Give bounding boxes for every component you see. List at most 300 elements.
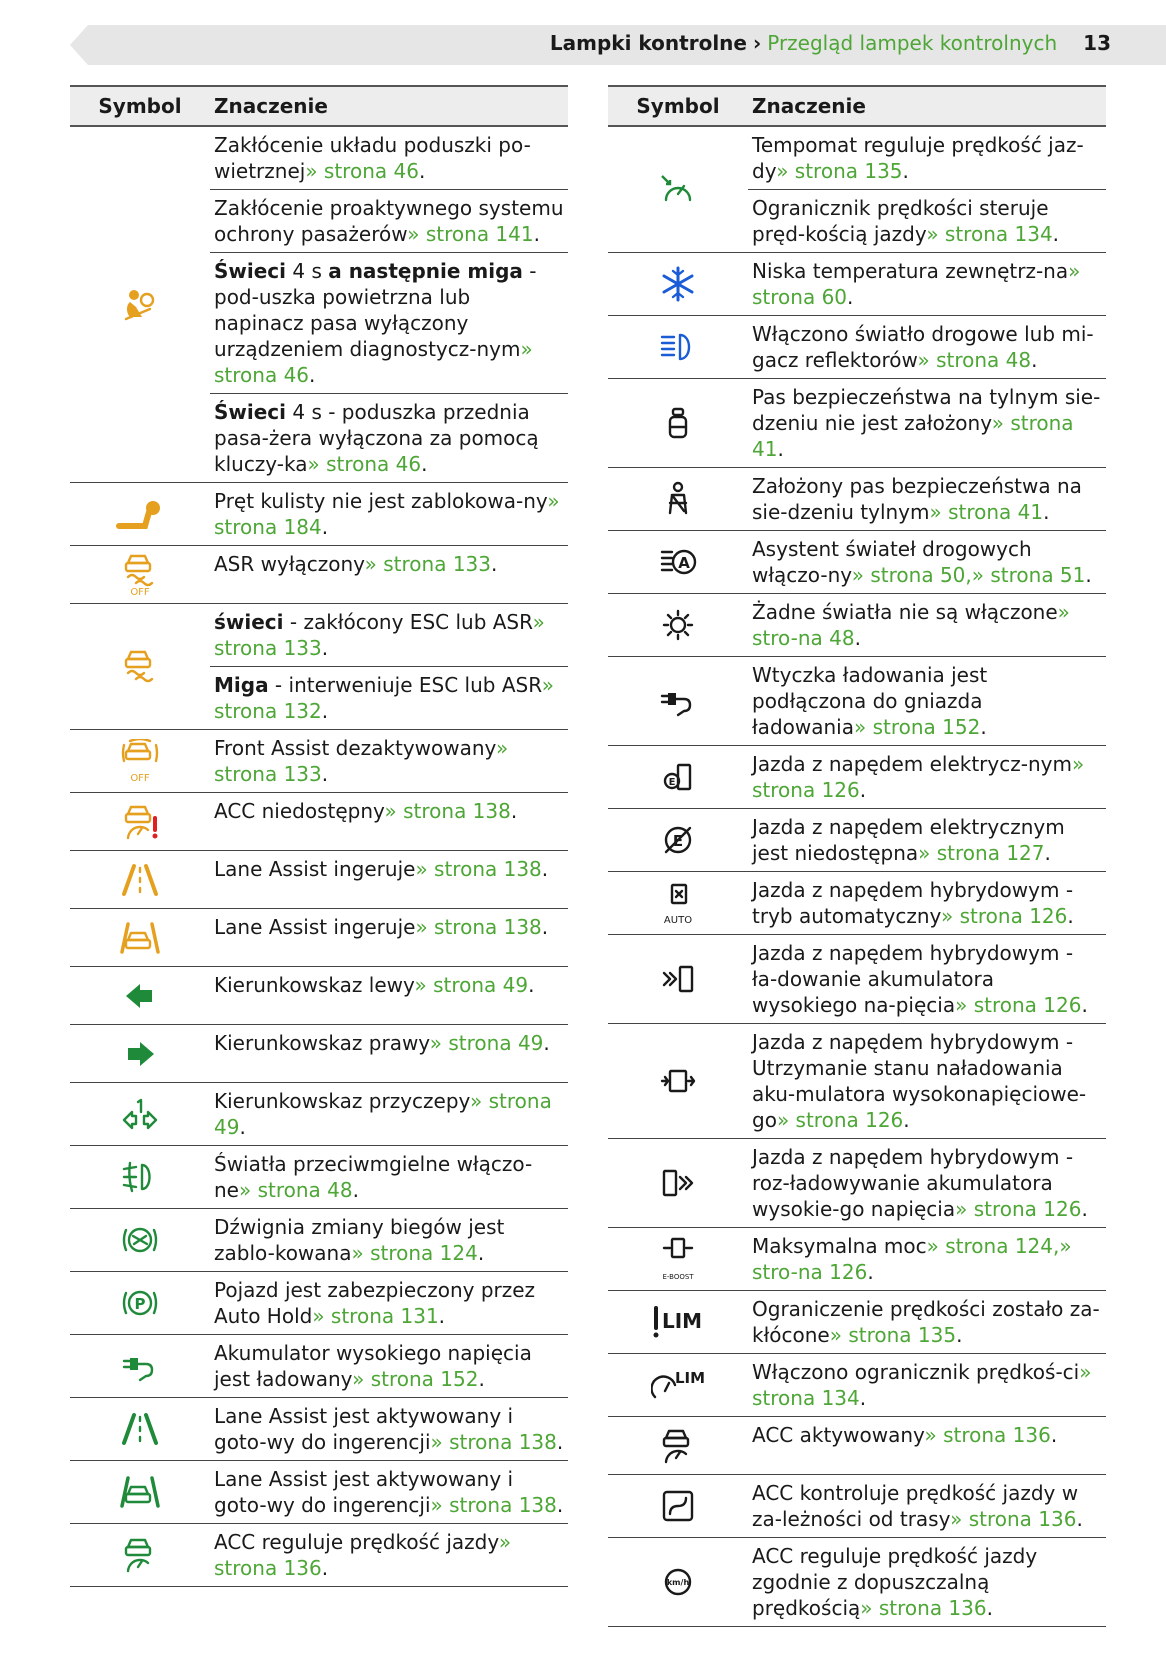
text-run: Asystent świateł drogowych włączo-ny [752, 537, 1032, 587]
text-run: Lane Assist jest aktywowany i goto-wy do ingerencji [214, 1467, 514, 1517]
symbol-cell [70, 793, 210, 850]
rear-seatbelt-on-icon [658, 481, 698, 517]
text-run: . [491, 552, 498, 576]
page-reference-link[interactable]: » strona 141 [407, 222, 534, 246]
meaning-text [210, 1209, 568, 1271]
text-run: Jazda z napędem hybrydowym - Utrzymanie stanu naładowania aku-mulatora wysokonapięciowe-go [752, 1030, 1087, 1132]
symbol-cell [608, 746, 748, 808]
table-row [608, 1475, 1106, 1538]
page-reference-link[interactable]: » strona 134 [926, 222, 1053, 246]
meaning-cell [210, 1146, 568, 1208]
page-reference-link[interactable]: » strona 136 [924, 1423, 1051, 1447]
text-run: . [321, 699, 329, 723]
symbol-cell [608, 594, 748, 656]
meaning-cell [748, 1228, 1106, 1290]
svg-text:OFF: OFF [130, 773, 150, 783]
text-run: . [543, 1031, 550, 1055]
header-separator: › [752, 31, 762, 55]
text-run: Jazda z napędem hybrydowym - tryb automatyczny [752, 878, 1074, 928]
symbol-cell [70, 483, 210, 545]
text-run: ACC aktywowany [752, 1423, 925, 1447]
airbag-fault-icon [120, 287, 160, 323]
meaning-cell [748, 809, 1106, 871]
symbol-cell [608, 1354, 748, 1416]
text-run: . [854, 626, 861, 650]
meaning-text [748, 594, 1106, 656]
meaning-text [210, 1146, 568, 1208]
symbol-cell [70, 1524, 210, 1586]
table-row [70, 127, 568, 483]
table-row [70, 1335, 568, 1398]
text-run: . [1081, 1197, 1088, 1221]
meaning-text [748, 531, 1106, 593]
svg-text:LIM: LIM [662, 1309, 703, 1333]
acc-active-icon [658, 1428, 698, 1464]
text-run: Jazda z napędem elektrycz-nym [752, 752, 1072, 776]
text-run: . [859, 1386, 867, 1410]
meaning-cell [748, 935, 1106, 1023]
column-header-symbol: Symbol [98, 94, 182, 118]
meaning-text [210, 909, 568, 945]
lane-assist-ready-icon [120, 1411, 160, 1447]
meaning-text [210, 190, 568, 253]
asr-off-icon [120, 553, 160, 597]
hybrid-hold-icon [658, 1063, 698, 1099]
page-reference-link[interactable]: » strona 46 [305, 159, 419, 183]
meaning-cell [210, 1398, 568, 1460]
fog-light-icon [120, 1159, 160, 1195]
trailer-indicator-icon [120, 1096, 160, 1132]
page-number: 13 [1083, 31, 1111, 55]
svg-text:AUTO: AUTO [663, 915, 693, 925]
text-run: . [1076, 1507, 1083, 1531]
symbol-cell [70, 127, 210, 482]
page-reference-link[interactable]: » strona 138 [384, 799, 511, 823]
auto-hold-icon [120, 1285, 160, 1321]
header-subsection: Przegląd lampek kontrolnych [767, 31, 1058, 55]
page-reference-link[interactable]: » strona 138 [415, 857, 542, 881]
text-run: 4 s [286, 259, 329, 283]
text-run: - zakłócony ESC lub ASR [283, 610, 533, 634]
table-row [608, 1417, 1106, 1475]
text-run: Kierunkowskaz prawy [214, 1031, 430, 1055]
meaning-cell [210, 1025, 568, 1082]
text-run: . [1043, 500, 1050, 524]
page-reference-link[interactable]: » strona 136 [214, 1530, 512, 1580]
text-run: . [321, 1556, 329, 1580]
symbol-cell [70, 546, 210, 603]
meaning-cell [210, 604, 568, 729]
table-row [70, 1146, 568, 1209]
text-run: - interweniuje ESC lub ASR [268, 673, 542, 697]
symbol-cell [70, 730, 210, 792]
table-row [608, 594, 1106, 657]
page-reference-link[interactable]: » strona 50, [851, 563, 972, 587]
meaning-cell [748, 127, 1106, 252]
symbol-cell [608, 872, 748, 934]
symbol-cell [70, 1335, 210, 1397]
text-run: . [478, 1367, 485, 1391]
meaning-text [210, 1524, 568, 1586]
page-reference-link[interactable]: » strona 49 [214, 1089, 552, 1139]
symbol-cell [70, 909, 210, 966]
emphasis-text: Świeci [214, 400, 287, 424]
symbol-cell [608, 935, 748, 1023]
page-reference-link[interactable]: » strona 46 [214, 337, 533, 387]
text-run: ACC kontroluje prędkość jazdy w za-leżności od trasy [752, 1481, 1079, 1531]
page-reference-link[interactable]: » strona 51 [971, 563, 1086, 587]
text-run: Zakłócenie układu poduszki po-wietrznej [214, 133, 531, 183]
meaning-cell [748, 379, 1106, 467]
text-run: . [528, 973, 535, 997]
text-run: Front Assist dezaktywowany [214, 736, 497, 760]
text-run: ACC reguluje prędkość jazdy zgodnie z dopuszczalną prędkością [752, 1544, 1038, 1620]
right-table-body [608, 127, 1106, 1627]
symbol-cell [608, 657, 748, 745]
table-row [608, 379, 1106, 468]
text-run: . [438, 1304, 446, 1328]
meaning-text [210, 730, 568, 792]
text-run: Jazda z napędem hybrydowym - ła-dowanie akumulatora wysokiego na-pięcia [752, 941, 1074, 1017]
meaning-text [748, 316, 1106, 378]
table-row [608, 531, 1106, 594]
meaning-cell [210, 730, 568, 792]
svg-text:OFF: OFF [130, 586, 150, 597]
acc-unavailable-icon [120, 804, 160, 840]
page-reference-link[interactable]: » stro-na 48 [752, 600, 1070, 650]
no-lights-icon [658, 607, 698, 643]
table-row [70, 967, 568, 1025]
text-run: . [541, 857, 549, 881]
page-reference-link[interactable]: » strona 126 [776, 1108, 904, 1132]
text-run: . [1067, 904, 1074, 928]
page-reference-link[interactable]: » strona 138 [415, 915, 542, 939]
symbol-cell [608, 1139, 748, 1227]
table-row [608, 1538, 1106, 1627]
text-run: Lane Assist ingeruje [214, 857, 416, 881]
text-run: . [902, 159, 909, 183]
text-run: Założony pas bezpieczeństwa na sie-dzeniu tylnym [752, 474, 1082, 524]
hybrid-discharge-icon [658, 1165, 698, 1201]
symbol-cell [70, 1461, 210, 1523]
text-run: . [1031, 348, 1038, 372]
page-reference-link[interactable]: » strona 135 [829, 1323, 957, 1347]
meaning-cell [748, 1538, 1106, 1626]
text-run: Kierunkowskaz przyczepy [214, 1089, 471, 1113]
text-run: Światła przeciwmgielne włączo-ne [214, 1152, 533, 1202]
meaning-text [210, 546, 568, 582]
page-reference-link[interactable]: » strona 138 [430, 1430, 557, 1454]
emphasis-text: świeci [214, 610, 284, 634]
meaning-cell [748, 316, 1106, 378]
meaning-text [210, 1461, 568, 1523]
page-reference-link[interactable]: » strona 133 [214, 610, 545, 660]
svg-text:E: E [668, 777, 676, 788]
table-row [70, 1272, 568, 1335]
symbol-cell [608, 127, 748, 252]
symbol-cell [70, 604, 210, 729]
symbol-cell [608, 1228, 748, 1290]
meaning-cell [748, 657, 1106, 745]
text-run: . [541, 915, 549, 939]
text-run: Pojazd jest zabezpieczony przez Auto Hold [214, 1278, 536, 1328]
page-reference-link[interactable]: » strona 41 [929, 500, 1044, 524]
svg-text:E-BOOST: E-BOOST [662, 1273, 694, 1281]
page-reference-link[interactable]: » stro-na 126 [752, 1234, 1072, 1284]
page-reference-link[interactable]: » strona 49 [429, 1031, 544, 1055]
symbol-cell [608, 1291, 748, 1353]
text-run: . [321, 636, 329, 660]
svg-text:km/h: km/h [666, 1578, 690, 1587]
symbol-cell [608, 379, 748, 467]
text-run: Akumulator wysokiego napięcia jest ładowany [214, 1341, 532, 1391]
table-row [608, 468, 1106, 531]
meaning-text [210, 483, 568, 545]
lane-assist-icon [120, 862, 160, 898]
acc-speed-limit-icon [658, 1564, 698, 1600]
text-run: . [1085, 563, 1092, 587]
table-row [70, 730, 568, 793]
meaning-cell [748, 872, 1106, 934]
table-row [608, 316, 1106, 379]
text-run: . [239, 1115, 246, 1139]
page-reference-link[interactable]: » strona 152 [853, 715, 981, 739]
table-row [608, 809, 1106, 872]
page-reference-link[interactable]: » strona 41 [752, 411, 1074, 461]
svg-text:A: A [678, 554, 690, 572]
symbol-cell [608, 468, 748, 530]
meaning-cell [748, 1354, 1106, 1416]
meaning-text [748, 1228, 1106, 1290]
snowflake-icon [658, 266, 698, 302]
page-reference-link[interactable]: » strona 60 [752, 259, 1081, 309]
page-reference-link[interactable]: » strona 48 [238, 1178, 353, 1202]
text-run: Tempomat reguluje prędkość jaz-dy [752, 133, 1084, 183]
meaning-text [210, 127, 568, 190]
hv-charging-icon [120, 1348, 160, 1384]
page-reference-link[interactable]: » strona 48 [917, 348, 1032, 372]
tow-bar-icon [115, 496, 165, 532]
page-reference-link[interactable]: » strona 138 [430, 1493, 557, 1517]
page-reference-link[interactable]: » strona 136 [860, 1596, 987, 1620]
table-row [70, 604, 568, 730]
page-reference-link[interactable]: » strona 126 [941, 904, 1068, 928]
symbol-cell [608, 316, 748, 378]
text-run: ASR wyłączony [214, 552, 365, 576]
meaning-text [210, 1398, 568, 1460]
text-run: . [867, 1260, 874, 1284]
text-run: . [1052, 222, 1060, 246]
page-reference-link[interactable]: » strona 127 [918, 841, 1045, 865]
page-reference-link[interactable]: » strona 133 [214, 736, 509, 786]
charging-plug-icon [658, 683, 698, 719]
cruise-control-icon [658, 172, 698, 208]
page-reference-link[interactable]: » strona 135 [776, 159, 903, 183]
table-row [608, 746, 1106, 809]
meaning-text [210, 667, 568, 729]
acc-regulating-icon [120, 1537, 160, 1573]
meaning-text [210, 1335, 568, 1397]
meaning-text [210, 604, 568, 667]
left-table [70, 85, 568, 1587]
text-run: . [533, 222, 540, 246]
text-run: . [352, 1178, 359, 1202]
meaning-cell [748, 1475, 1106, 1537]
meaning-text [748, 1538, 1106, 1626]
acc-route-icon [658, 1488, 698, 1524]
meaning-cell [748, 746, 1106, 808]
gear-lever-locked-icon [120, 1222, 160, 1258]
page-reference-link[interactable]: » strona 124 [351, 1241, 478, 1265]
meaning-cell [748, 594, 1106, 656]
meaning-cell [210, 851, 568, 908]
lane-assist-car-ready-icon [120, 1474, 160, 1510]
front-assist-off-icon [120, 739, 160, 783]
page-reference-link[interactable]: » strona 126 [955, 1197, 1082, 1221]
page-reference-link[interactable]: » strona 46 [307, 452, 422, 476]
text-run: Zakłócenie proaktywnego systemu ochrony pasażerów [214, 196, 564, 246]
text-run: . [1081, 993, 1088, 1017]
meaning-cell [210, 1272, 568, 1334]
electric-drive-unavailable-icon [658, 822, 698, 858]
text-run: Włączono światło drogowe lub mi-gacz reflektorów [752, 322, 1094, 372]
running-header [550, 31, 1111, 55]
table-row [70, 793, 568, 851]
meaning-text [748, 657, 1106, 745]
meaning-text [748, 468, 1106, 530]
right-table [608, 85, 1106, 1627]
left-table-header [70, 87, 568, 127]
page-reference-link[interactable]: » strona 152 [352, 1367, 479, 1391]
page-reference-link[interactable]: » strona 131 [312, 1304, 439, 1328]
meaning-cell [210, 127, 568, 482]
symbol-cell [70, 1083, 210, 1145]
symbol-cell [608, 253, 748, 315]
meaning-text [748, 809, 1106, 871]
speed-limit-fault-icon [648, 1304, 708, 1340]
text-run: Wtyczka ładowania jest podłączona do gniazda ładowania [752, 663, 988, 739]
text-run: Niska temperatura zewnętrz-na [752, 259, 1069, 283]
table-row [608, 127, 1106, 253]
meaning-cell [210, 546, 568, 603]
meaning-text [210, 394, 568, 482]
text-run: Ogranicznik prędkości steruje pręd-kością jazdy [752, 196, 1049, 246]
table-row [608, 935, 1106, 1024]
speed-limiter-icon [651, 1367, 705, 1403]
text-run: . [1050, 1423, 1058, 1447]
symbol-cell [70, 1146, 210, 1208]
text-run: Lane Assist jest aktywowany i goto-wy do ingerencji [214, 1404, 514, 1454]
text-run: . [418, 159, 426, 183]
meaning-cell [748, 468, 1106, 530]
page-reference-link[interactable]: » strona 126 [955, 993, 1082, 1017]
meaning-cell [748, 1139, 1106, 1227]
meaning-cell [210, 1083, 568, 1145]
meaning-cell [210, 909, 568, 966]
text-run: ACC niedostępny [214, 799, 385, 823]
symbol-cell [70, 1209, 210, 1271]
meaning-cell [748, 1291, 1106, 1353]
symbol-cell [70, 1272, 210, 1334]
left-table-body [70, 127, 568, 1587]
table-row [608, 1139, 1106, 1228]
text-run: Maksymalna moc [752, 1234, 927, 1258]
lane-assist-car-icon [120, 920, 160, 956]
text-run: Dźwignia zmiany biegów jest zablo-kowana [214, 1215, 505, 1265]
table-row [608, 253, 1106, 316]
column-header-symbol: Symbol [636, 94, 720, 118]
meaning-text [210, 1025, 568, 1061]
meaning-text [748, 1417, 1106, 1453]
page-reference-link[interactable]: » strona 126 [752, 752, 1085, 802]
symbol-cell [70, 851, 210, 908]
meaning-cell [210, 1209, 568, 1271]
svg-text:LIM: LIM [675, 1369, 705, 1387]
svg-text:E: E [672, 832, 684, 850]
text-run: . [956, 1323, 963, 1347]
text-run: Żadne światła nie są włączone [752, 600, 1058, 624]
symbol-cell [608, 1538, 748, 1626]
meaning-cell [210, 793, 568, 850]
table-row [608, 1024, 1106, 1139]
table-row [70, 1524, 568, 1587]
turn-right-icon [120, 1036, 160, 1072]
hybrid-charging-icon [658, 961, 698, 997]
emphasis-text: Świeci [214, 259, 287, 283]
page-reference-link[interactable]: » strona 184 [214, 489, 560, 539]
text-run: . [1044, 841, 1051, 865]
meaning-text [748, 935, 1106, 1023]
page-reference-link[interactable]: » strona 134 [752, 1360, 1092, 1410]
meaning-cell [210, 1524, 568, 1586]
meaning-text [748, 1475, 1106, 1537]
table-row [608, 1291, 1106, 1354]
text-run: . [903, 1108, 910, 1132]
text-run: . [847, 285, 854, 309]
symbol-cell [70, 1025, 210, 1082]
page-reference-link[interactable]: » strona 49 [414, 973, 529, 997]
turn-left-icon [120, 978, 160, 1014]
page-reference-link[interactable]: » strona 124, [926, 1234, 1060, 1258]
text-run: - pod-uszka powietrzna lub napinacz pasa wyłączony urządzeniem diagnostycz-nym [214, 259, 537, 361]
symbol-cell [608, 809, 748, 871]
text-run: . [986, 1596, 993, 1620]
text-run: ACC reguluje prędkość jazdy [214, 1530, 499, 1554]
symbol-cell [70, 1398, 210, 1460]
table-row [70, 909, 568, 967]
meaning-cell [748, 1417, 1106, 1474]
text-run: Kierunkowskaz lewy [214, 973, 415, 997]
meaning-text [748, 746, 1106, 808]
page-reference-link[interactable]: » strona 136 [950, 1507, 1077, 1531]
meaning-cell [210, 1335, 568, 1397]
table-row [608, 1228, 1106, 1291]
text-run: . [556, 1493, 564, 1517]
meaning-text [748, 127, 1106, 190]
text-run: . [556, 1430, 564, 1454]
table-row [70, 1209, 568, 1272]
right-table-header [608, 87, 1106, 127]
meaning-text [210, 967, 568, 1003]
table-row [70, 546, 568, 604]
meaning-text [210, 1083, 568, 1145]
page-reference-link[interactable]: » strona 132 [214, 673, 555, 723]
page-reference-link[interactable]: » strona 133 [364, 552, 491, 576]
emphasis-text: Miga [214, 673, 269, 697]
text-run: . [321, 515, 329, 539]
text-run: . [421, 452, 428, 476]
hybrid-auto-icon [658, 881, 698, 925]
